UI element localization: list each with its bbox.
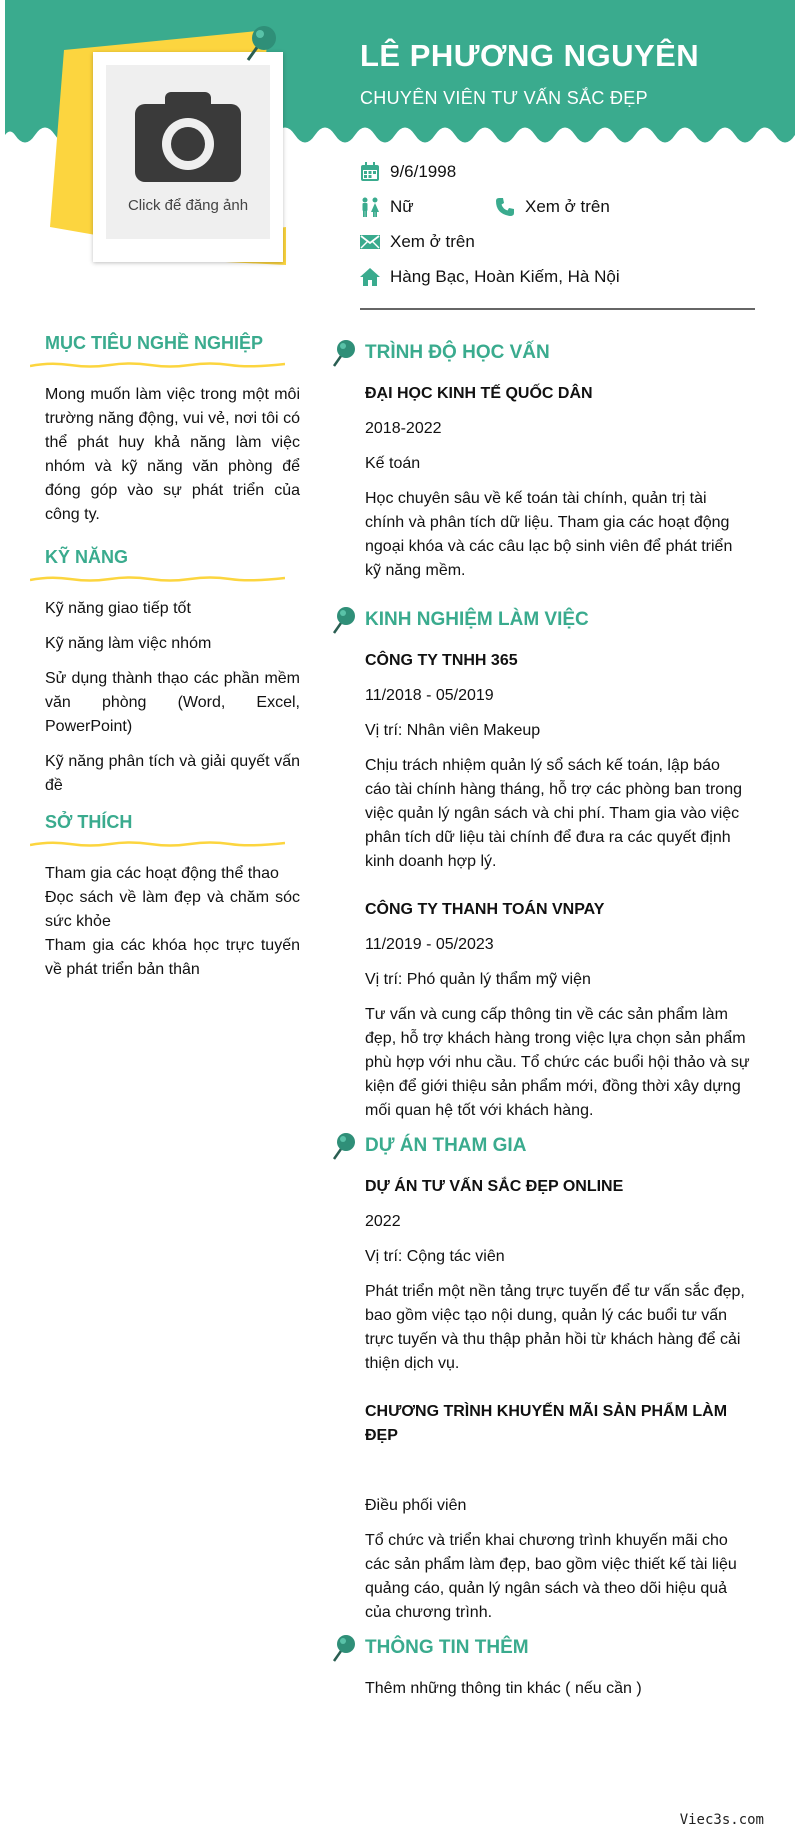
gender-value: Nữ [390,197,414,216]
job-period: 11/2019 - 05/2023 [365,936,494,953]
skill-item: Kỹ năng làm việc nhóm [45,635,212,652]
experience-heading: KINH NGHIỆM LÀM VIỆC [330,605,750,635]
company-name: CÔNG TY THANH TOÁN VNPAY [365,901,605,918]
school-name: ĐẠI HỌC KINH TẾ QUỐC DÂN [365,385,593,402]
objective-section [30,333,300,527]
projects-heading: DỰ ÁN THAM GIA [330,1131,750,1161]
job-description: Tư vấn và cung cấp thông tin về các sản phẩm làm đẹp, hỗ trợ khách hàng trong việc lựa chọn sản phẩm phù hợp với nhu cầu. Tổ chức các buổi hội thảo và sự kiện để giới thiệu sản phẩm mới, đồng thời xây dựng mối quan hệ tốt với khách hàng. [365,1006,750,1119]
home-icon [360,267,380,287]
education-description: Học chuyên sâu về kế toán tài chính, quản trị tài chính và phân tích dữ liệu. Tham gia các hoạt động ngoại khóa và các câu lạc bộ sinh viên để phát triển kỹ năng mềm. [365,490,733,579]
pushpin-icon [330,338,358,378]
skill-item: Sử dụng thành thạo các phần mềm văn phòng (Word, Excel, PowerPoint) [45,670,300,735]
additional-heading: THÔNG TIN THÊM [330,1633,750,1663]
contact-info [360,162,755,302]
left-column [30,333,300,996]
project-description: Phát triển một nền tảng trực tuyến để tư vấn sắc đẹp, bao gồm việc tạo nội dung, quản lý các buổi tư vấn trực tuyến và thu thập phản hồi từ khách hàng để cải thiện dịch vụ. [365,1283,745,1372]
project-role: Vị trí: Cộng tác viên [365,1248,505,1265]
job-title: CHUYÊN VIÊN TƯ VẤN SẮC ĐẸP [360,88,648,108]
project-name: CHƯƠNG TRÌNH KHUYẾN MÃI SẢN PHẨM LÀM ĐẸP [365,1403,728,1444]
education-major: Kế toán [365,455,421,472]
phone-value: Xem ở trên [525,197,610,216]
photo-frame [93,52,283,262]
job-position: Vị trí: Phó quản lý thẩm mỹ viện [365,971,591,988]
education-entry [330,382,750,583]
project-year [365,1459,750,1483]
skills-section [30,547,300,798]
hobbies-heading: SỞ THÍCH [45,812,133,832]
envelope-icon [360,232,380,252]
hobbies-section [30,812,300,982]
pushpin-icon [330,605,358,645]
project-description: Tổ chức và triển khai chương trình khuyến mãi cho các sản phẩm làm đẹp, bao gồm việc thiết kế tài liệu quảng cáo, quản lý ngân sách và theo dõi hiệu quả của chương trình. [365,1532,737,1621]
skill-item: Kỹ năng phân tích và giải quyết vấn đề [45,753,300,794]
photo-upload[interactable] [106,65,270,239]
photo-area[interactable] [28,22,298,272]
project-name: DỰ ÁN TƯ VẤN SẮC ĐẸP ONLINE [365,1178,624,1195]
gender-icon [360,197,380,217]
contact-email [360,232,475,252]
job-period: 11/2018 - 05/2019 [365,687,494,704]
additional-text: Thêm những thông tin khác ( nếu cần ) [365,1680,642,1697]
education-heading: TRÌNH ĐỘ HỌC VẤN [330,338,750,368]
camera-icon [135,90,241,187]
heading-underline [30,361,285,369]
right-column [330,338,750,1712]
phone-icon [495,197,515,217]
address-value: Hàng Bạc, Hoàn Kiếm, Hà Nội [390,267,620,286]
watermark: Viec3s.com [679,1812,764,1828]
project-year: 2022 [365,1213,401,1230]
contact-divider [360,308,755,310]
hobby-item: Tham gia các khóa học trực tuyến về phát triển bản thân [45,937,300,978]
objective-text: Mong muốn làm việc trong một môi trường năng động, vui vẻ, nơi tôi có thể phát huy khả năng làm việc nhóm và kỹ năng văn phòng để đóng góp vào sự phát triển của công ty. [45,386,300,523]
hobby-item: Đọc sách về làm đẹp và chăm sóc sức khỏe [45,889,300,930]
skills-heading: KỸ NĂNG [45,547,129,567]
pushpin-icon [240,22,280,69]
heading-underline [30,840,285,848]
contact-birthday [360,162,456,182]
pushpin-icon [330,1633,358,1673]
contact-address [360,267,620,287]
job-description: Chịu trách nhiệm quản lý sổ sách kế toán, lập báo cáo tài chính hàng tháng, hỗ trợ các phòng ban trong việc quản lý ngân sách và chi phí. Tham gia vào việc phân tích dữ liệu tài chính để đưa ra các quyết định kinh doanh hợp lý. [365,757,742,870]
heading-underline [30,575,285,583]
education-period: 2018-2022 [365,420,442,437]
pushpin-icon [330,1131,358,1171]
additional-entry [330,1677,750,1701]
contact-phone [495,197,610,217]
project-role: Điều phối viên [365,1497,467,1514]
calendar-icon [360,162,380,182]
candidate-name: LÊ PHƯƠNG NGUYÊN [360,38,700,73]
email-value: Xem ở trên [390,232,475,251]
hobby-item: Tham gia các hoạt động thể thao [45,865,279,882]
objective-heading: MỤC TIÊU NGHỀ NGHIỆP [45,333,264,353]
experience-entry [330,649,750,874]
project-entry [330,1400,750,1625]
job-position: Vị trí: Nhân viên Makeup [365,722,541,739]
experience-entry [330,898,750,1123]
photo-caption: Click để đăng ảnh [127,197,249,214]
contact-gender [360,197,414,217]
birthday-value: 9/6/1998 [390,162,457,181]
skill-item: Kỹ năng giao tiếp tốt [45,600,191,617]
project-entry [330,1175,750,1376]
company-name: CÔNG TY TNHH 365 [365,652,518,669]
